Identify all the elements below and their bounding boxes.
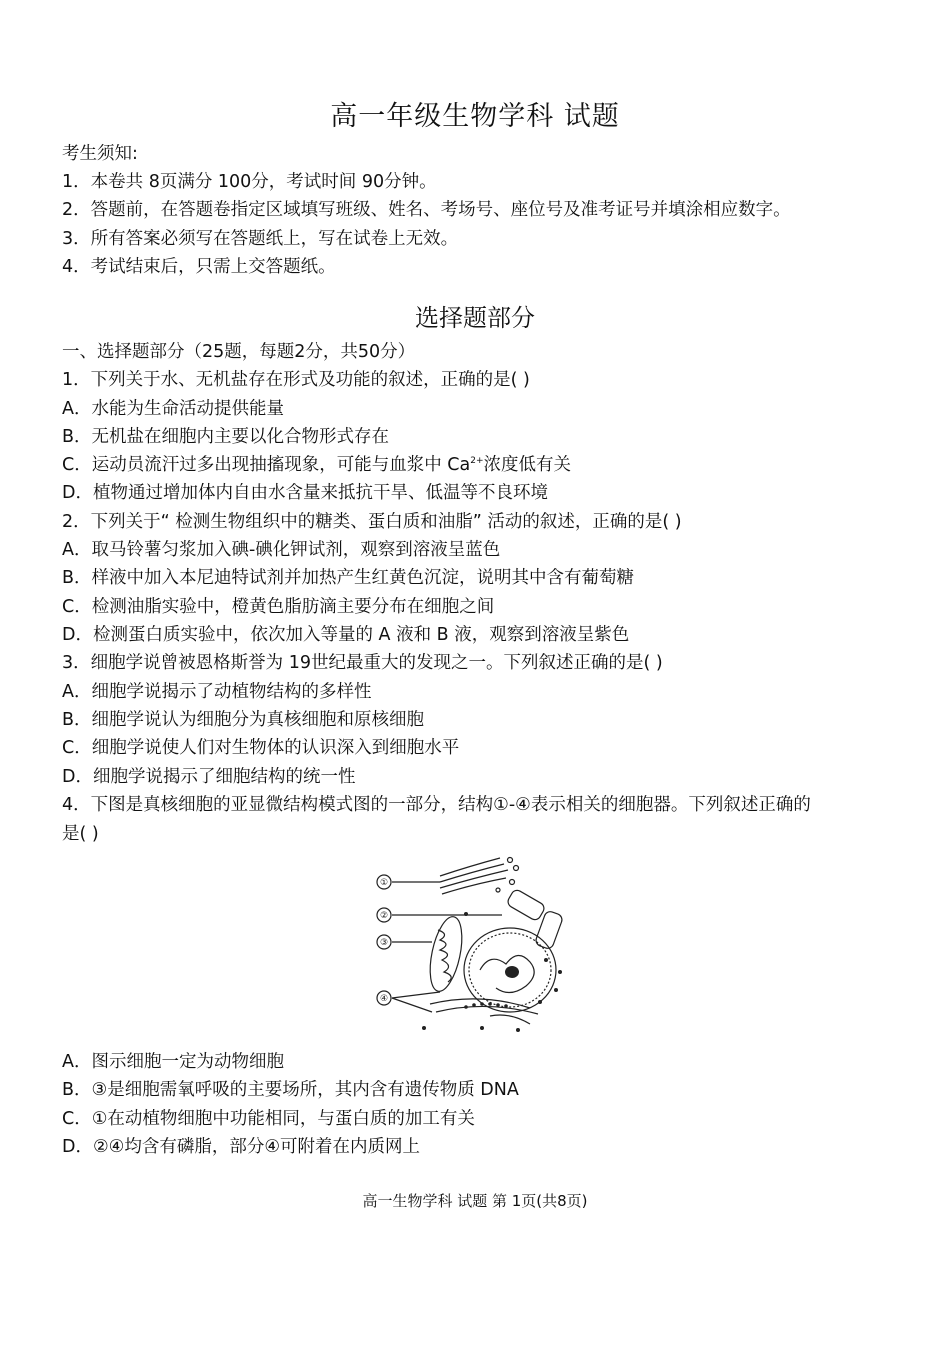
section-title: 选择题部分 bbox=[415, 304, 535, 332]
option-c-text-end: 浓度低有关 bbox=[483, 455, 572, 475]
question-2-option-d: D．检测蛋白质实验中，依次加入等量的 A 液和 B 液，观察到溶液呈紫色 bbox=[62, 625, 630, 645]
leader-line bbox=[392, 998, 432, 1012]
mitochondrion bbox=[424, 914, 467, 994]
question-4-stem-cont: 是( ) bbox=[62, 824, 99, 844]
question-4-stem: 4．下图是真核细胞的亚显微结构模式图的一部分，结构①-④表示相关的细胞器。下列叙述正确的 bbox=[62, 795, 811, 815]
question-3-option-c: C．细胞学说使人们对生物体的认识深入到细胞水平 bbox=[62, 738, 460, 758]
section-instruction: 一、选择题部分（25题，每题2分，共50分） bbox=[62, 342, 416, 362]
question-1-option-b: B．无机盐在细胞内主要以化合物形式存在 bbox=[62, 427, 390, 447]
notice-item: 1．本卷共 8页满分 100分，考试时间 90分钟。 bbox=[62, 172, 437, 192]
question-1-option-a: A．水能为生命活动提供能量 bbox=[62, 399, 284, 419]
figure-label-4: ④ bbox=[379, 994, 389, 1004]
endoplasmic-reticulum bbox=[430, 999, 538, 1024]
golgi-apparatus bbox=[440, 858, 519, 895]
figure-label-3: ③ bbox=[379, 938, 389, 948]
notice-item: 2．答题前，在答题卷指定区域填写班级、姓名、考场号、座位号及准考证号并填涂相应数字。 bbox=[62, 200, 791, 220]
page-title: 高一年级生物学科 试题 bbox=[330, 101, 620, 132]
notice-heading: 考生须知: bbox=[62, 144, 138, 164]
question-3-option-a: A．细胞学说揭示了动植物结构的多样性 bbox=[62, 682, 372, 702]
question-1-option-c bbox=[62, 453, 571, 477]
option-c-text: C．运动员流汗过多出现抽搐现象，可能与血浆中 Ca bbox=[62, 455, 471, 475]
notice-item: 4．考试结束后，只需上交答题纸。 bbox=[62, 257, 336, 277]
question-1-option-d: D．植物通过增加体内自由水含量来抵抗干旱、低温等不良环境 bbox=[62, 483, 548, 503]
figure-label-2: ② bbox=[379, 911, 389, 921]
figure-label-1: ① bbox=[379, 878, 389, 888]
question-4-option-d: D．②④均含有磷脂，部分④可附着在内质网上 bbox=[62, 1137, 421, 1157]
question-2-option-c: C．检测油脂实验中，橙黄色脂肪滴主要分布在细胞之间 bbox=[62, 597, 495, 617]
question-2-option-b: B．样液中加入本尼迪特试剂并加热产生红黄色沉淀，说明其中含有葡萄糖 bbox=[62, 568, 635, 588]
page-footer: 高一生物学科 试题 第 1页(共8页) bbox=[362, 1192, 588, 1210]
question-4-option-c: C．①在动植物细胞中功能相同，与蛋白质的加工有关 bbox=[62, 1109, 475, 1129]
question-1-stem: 1．下列关于水、无机盐存在形式及功能的叙述，正确的是( ) bbox=[62, 370, 530, 390]
question-3-stem: 3．细胞学说曾被恩格斯誉为 19世纪最重大的发现之一。下列叙述正确的是( ) bbox=[62, 653, 663, 673]
cell-organelle-diagram bbox=[370, 852, 590, 1037]
question-2-stem: 2．下列关于“ 检测生物组织中的糖类、蛋白质和油脂” 活动的叙述，正确的是( ) bbox=[62, 512, 682, 532]
ion-charge: 2+ bbox=[470, 456, 484, 467]
question-4-option-a: A．图示细胞一定为动物细胞 bbox=[62, 1052, 284, 1072]
leader-line bbox=[392, 992, 440, 998]
notice-item: 3．所有答案必须写在答题纸上，写在试卷上无效。 bbox=[62, 229, 459, 249]
question-2-option-a: A．取马铃薯匀浆加入碘-碘化钾试剂，观察到溶液呈蓝色 bbox=[62, 540, 501, 560]
question-4-option-b: B．③是细胞需氧呼吸的主要场所，其内含有遗传物质 DNA bbox=[62, 1080, 519, 1100]
question-3-option-d: D．细胞学说揭示了细胞结构的统一性 bbox=[62, 767, 356, 787]
question-3-option-b: B．细胞学说认为细胞分为真核细胞和原核细胞 bbox=[62, 710, 425, 730]
